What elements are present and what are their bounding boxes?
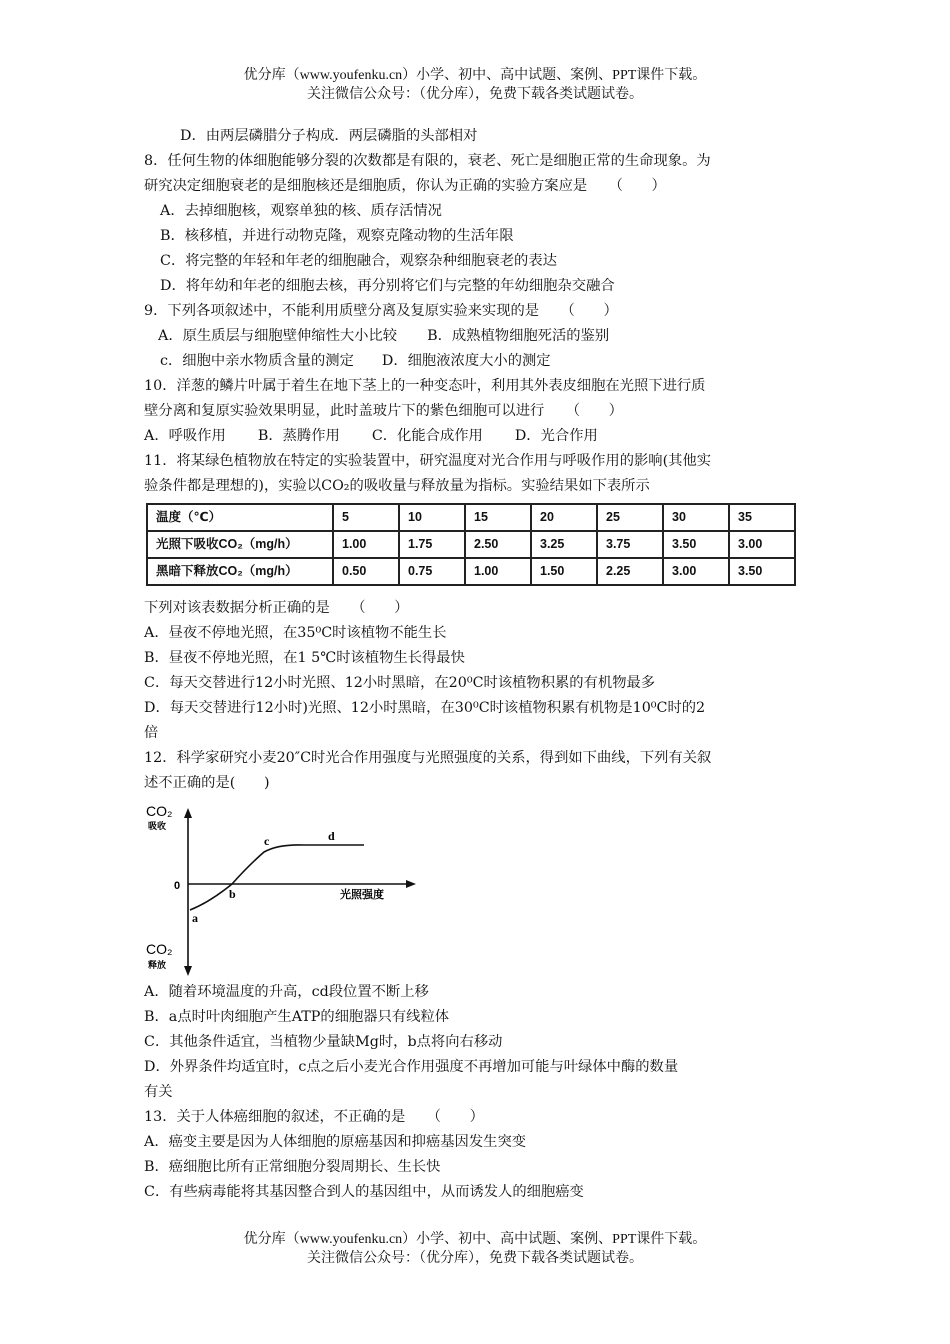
q7-option-d: D．由两层磷腊分子构成．两层磷脂的头部相对 [180,128,478,144]
table-cell: 3.00 [729,531,795,558]
q11-option-b: B．昼夜不停地光照，在1 5℃时该植物生长得最快 [144,650,465,666]
q10-option-b: B．蒸腾作用 [257,428,340,444]
q8-option-d: D．将年幼和年老的细胞去核，再分别将它们与完整的年幼细胞杂交融合 [160,278,615,294]
q12-stem-line-2: 述不正确的是( ) [144,775,270,791]
q12-curve-svg [144,800,424,976]
q10-option-a: A．呼吸作用 [144,428,226,444]
header-line-2: 关注微信公众号：（优分库），免费下载各类试题试卷。 [307,87,643,102]
footer-line-1: 优分库（www.youfenku.cn）小学、初中、高中试题、案例、PPT课件下载。 [243,1232,707,1247]
q9-stem: 9．下列各项叙述中，不能利用质壁分离及复原实验来实现的是 （ ） [144,303,618,319]
q12-option-d-line-2: 有关 [144,1084,173,1100]
table-cell: 25 [597,504,663,531]
table-cell: 3.50 [663,531,729,558]
q9-option-c: c．细胞中亲水物质含量的测定 [160,353,354,369]
q10-stem-line-1: 10．洋葱的鳞片叶属于着生在地下茎上的一种变态叶，利用其外表皮细胞在光照下进行质 [144,378,706,394]
q9-options-row-1 [144,324,814,349]
q8-stem-line-1: 8．任何生物的体细胞能够分裂的次数都是有限的，衰老、死亡是细胞正常的生命现象。为 [144,153,711,169]
table-cell: 20 [531,504,597,531]
table-cell: 10 [399,504,465,531]
table-cell: 15 [465,504,531,531]
q9-option-a: A．原生质层与细胞壁伸缩性大小比较 [158,328,398,344]
q12-option-a: A．随着环境温度的升高，cd段位置不断上移 [144,984,429,1000]
q11-stem-line-1: 11．将某绿色植物放在特定的实验装置中，研究温度对光合作用与呼吸作用的影响(其他实 [144,453,712,469]
y-axis-top-arrow [184,808,192,818]
q11-option-d-line-2: 倍 [144,725,159,741]
table-cell: 1.50 [531,558,597,585]
q12-curve-figure [144,800,814,976]
q13-option-c: C．有些病毒能将其基因整合到人的基因组中，从而诱发人的细胞癌变 [144,1184,584,1200]
photosynthesis-curve [190,845,364,910]
page-footer [0,1230,950,1268]
table-cell: 1.75 [399,531,465,558]
y-axis-top-label: CO₂ [146,803,173,819]
q12-option-c: C．其他条件适宜，当植物少量缺Mg时，b点将向右移动 [144,1034,503,1050]
y-axis-bottom-arrow [184,966,192,976]
table-cell: 0.50 [333,558,399,585]
point-c-label: c [264,834,270,848]
table-cell: 2.25 [597,558,663,585]
q12-option-d-line-1: D．外界条件均适宜时，c点之后小麦光合作用强度不再增加可能与叶绿体中酶的数量 [144,1059,679,1075]
q13-option-a: A．癌变主要是因为人体细胞的原癌基因和抑癌基因发生突变 [144,1134,527,1150]
exam-content [144,124,814,1205]
q10-options [144,424,814,449]
header-line-1: 优分库（www.youfenku.cn）小学、初中、高中试题、案例、PPT课件下载。 [243,68,707,83]
table-cell: 3.50 [729,558,795,585]
q9-option-b: B．成熟植物细胞死活的鉴别 [427,328,610,344]
table-cell: 3.25 [531,531,597,558]
table-cell: 3.00 [663,558,729,585]
point-a-label: a [192,911,198,925]
q10-stem-line-2: 壁分离和复原实验效果明显，此时盖玻片下的紫色细胞可以进行 （ ） [144,403,623,419]
table-row-label: 黑暗下释放CO₂（mg/h） [147,558,333,585]
table-row-dark-release [147,558,795,585]
footer-line-2: 关注微信公众号：（优分库），免费下载各类试题试卷。 [307,1251,643,1266]
table-cell: 30 [663,504,729,531]
origin-label: 0 [174,880,181,892]
q8-option-c: C．将完整的年轻和年老的细胞融合，观察杂种细胞衰老的表达 [160,253,557,269]
q11-ask: 下列对该表数据分析正确的是 （ ） [144,600,409,616]
table-row-temperature [147,504,795,531]
q8-stem-line-2: 研究决定细胞衰老的是细胞核还是细胞质，你认为正确的实验方案应是 （ ） [144,178,666,194]
table-cell: 3.75 [597,531,663,558]
y-axis-bottom-sublabel: 释放 [148,961,167,971]
q11-data-table [146,503,796,586]
x-axis-arrow [406,880,416,888]
table-cell: 1.00 [333,531,399,558]
q9-options-row-2 [144,349,814,374]
q10-option-c: C．化能合成作用 [371,428,483,444]
table-row-label: 温度（℃） [147,504,333,531]
point-b-label: b [229,887,236,901]
table-cell: 2.50 [465,531,531,558]
q11-option-d-line-1: D．每天交替进行12小时)光照、12小时黑暗，在30⁰C时该植物积累有机物是10⁰C时的2 [144,700,706,716]
q11-option-a: A．昼夜不停地光照，在35⁰C时该植物不能生长 [144,625,447,641]
q9-option-d: D．细胞液浓度大小的测定 [381,353,551,369]
q12-stem-line-1: 12．科学家研究小麦20″C时光合作用强度与光照强度的关系，得到如下曲线，下列有关叙 [144,750,712,766]
table-cell: 0.75 [399,558,465,585]
table-cell: 35 [729,504,795,531]
y-axis-bottom-label: CO₂ [146,941,173,957]
point-d-label: d [328,829,335,843]
q13-stem: 13．关于人体癌细胞的叙述，不正确的是 （ ） [144,1109,484,1125]
q10-option-d: D．光合作用 [514,428,598,444]
q11-option-c: C．每天交替进行12小时光照、12小时黑暗，在20⁰C时该植物积累的有机物最多 [144,675,656,691]
q11-stem-line-2: 验条件都是理想的)，实验以CO₂的吸收量与释放量为指标。实验结果如下表所示 [144,478,650,494]
table-row-label: 光照下吸收CO₂（mg/h） [147,531,333,558]
q8-option-a: A．去掉细胞核，观察单独的核、质存活情况 [160,203,442,219]
q12-option-b: B．a点时叶肉细胞产生ATP的细胞器只有线粒体 [144,1009,450,1025]
table-row-light-absorb [147,531,795,558]
table-cell: 5 [333,504,399,531]
q13-option-b: B．癌细胞比所有正常细胞分裂周期长、生长快 [144,1159,441,1175]
x-axis-label: 光照强度 [340,888,384,901]
q8-option-b: B．核移植，并进行动物克隆，观察克隆动物的生活年限 [160,228,514,244]
y-axis-top-sublabel: 吸收 [148,822,167,832]
page-header [0,66,950,104]
table-cell: 1.00 [465,558,531,585]
